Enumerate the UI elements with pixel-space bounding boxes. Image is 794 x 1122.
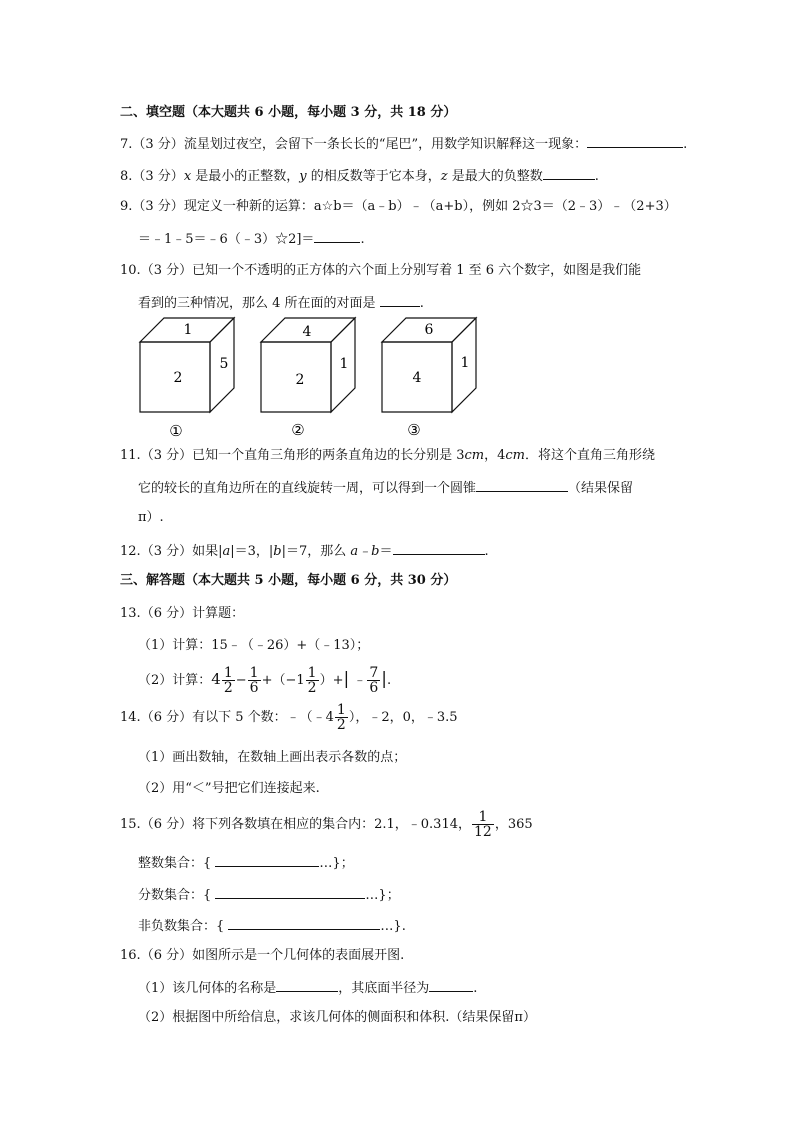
question-10: 10.（3 分）已知一个不透明的正方体的六个面上分别写着 1 至 6 六个数字，如图是我们能 xyxy=(120,263,642,278)
question-13-part2: （2）计算：4 $\frac{1}{2}$ − $\frac{1}{6}$ +（−1 $\frac{1}{2}$ ）+| ﹣ $\frac{7}{6}$ |. xyxy=(138,665,392,696)
answer-blank[interactable] xyxy=(429,977,473,992)
fraction-set: 分数集合：{ …}； xyxy=(138,884,400,906)
question-11: 11.（3 分）已知一个直角三角形的两条直角边的长分别是 3cm，4cm．将这个直角三角形绕 xyxy=(120,448,656,463)
question-7: 7.（3 分）流星划过夜空，会留下一条长长的“尾巴”，用数学知识解释这一现象： . xyxy=(120,133,687,155)
cube-2-top: 4 xyxy=(302,324,312,340)
integer-set: 整数集合：{ …}； xyxy=(138,852,354,874)
fraction: $\frac{1}{2}$ xyxy=(336,702,346,733)
fraction: $\frac{1}{12}$ xyxy=(474,809,492,840)
cube-figures xyxy=(130,312,510,442)
cube-2-side: 1 xyxy=(339,356,349,372)
question-10-line2: 看到的三种情况，那么 4 所在面的对面是 . xyxy=(138,292,424,314)
question-11-line2: 它的较长的直角边所在的直线旋转一周，可以得到一个圆锥 （结果保留 xyxy=(138,477,633,499)
cube-3-top: 6 xyxy=(424,322,434,338)
cube-1-top: 1 xyxy=(183,322,193,338)
cube-2-label: ② xyxy=(291,421,305,439)
cube-3-side: 1 xyxy=(460,355,470,371)
question-9: 9.（3 分）现定义一种新的运算：a☆b＝（a﹣b）﹣（a+b），例如 2☆3＝（2﹣3）﹣（2+3） xyxy=(120,199,677,214)
section-heading-solve: 三、解答题（本大题共 5 小题，每小题 6 分，共 30 分） xyxy=(120,573,457,588)
nonnegative-set: 非负数集合：{ …}. xyxy=(138,915,406,937)
cube-1-side: 5 xyxy=(219,356,229,372)
cube-3 xyxy=(382,318,476,439)
question-14-part2: （2）用“＜”号把它们连接起来. xyxy=(138,781,320,796)
cube-3-front: 4 xyxy=(412,370,422,386)
question-16: 16.（6 分）如图所示是一个几何体的表面展开图. xyxy=(120,948,405,963)
fraction: $\frac{1}{2}$ xyxy=(223,665,233,696)
question-14: 14.（6 分）有以下 5 个数：﹣（﹣4 $\frac{1}{2}$ ），﹣2，0，﹣3.5 xyxy=(120,702,458,733)
question-14-part1: （1）画出数轴，在数轴上画出表示各数的点； xyxy=(138,750,407,765)
question-13-part1: （1）计算：15﹣（﹣26）+（﹣13）； xyxy=(138,638,370,653)
answer-blank[interactable] xyxy=(587,133,683,148)
cube-1 xyxy=(140,318,234,440)
section-heading-fill-in: 二、填空题（本大题共 6 小题，每小题 3 分，共 18 分） xyxy=(120,105,457,120)
question-16-part2: （2）根据图中所给信息，求该几何体的侧面积和体积.（结果保留π） xyxy=(138,1010,536,1025)
question-12: 12.（3 分）如果|a|＝3，|b|＝7，那么 a﹣b＝ . xyxy=(120,540,489,562)
cube-1-front: 2 xyxy=(173,370,183,386)
fraction-set-blank[interactable] xyxy=(215,884,365,899)
cube-3-label: ③ xyxy=(407,421,421,439)
answer-blank[interactable] xyxy=(276,977,338,992)
answer-blank[interactable] xyxy=(314,228,360,243)
answer-blank[interactable] xyxy=(380,292,420,307)
cube-1-label: ① xyxy=(169,422,183,440)
question-13: 13.（6 分）计算题： xyxy=(120,606,245,621)
answer-blank[interactable] xyxy=(543,165,595,180)
fraction: $\frac{1}{2}$ xyxy=(307,665,317,696)
answer-blank[interactable] xyxy=(393,540,485,555)
question-16-part1: （1）该几何体的名称是 ，其底面半径为 . xyxy=(138,977,477,999)
integer-set-blank[interactable] xyxy=(215,852,319,867)
question-9-line2: ＝﹣1﹣5＝﹣6（﹣3）☆2]＝ . xyxy=(138,228,365,250)
question-11-line3: π）. xyxy=(138,510,164,525)
question-15: 15.（6 分）将下列各数填在相应的集合内：2.1，﹣0.314， $\frac{1}{12}$ ，365 xyxy=(120,809,533,840)
cube-2-front: 2 xyxy=(295,372,305,388)
fraction: $\frac{7}{6}$ xyxy=(369,665,379,696)
answer-blank[interactable] xyxy=(476,477,568,492)
question-8: 8.（3 分）x 是最小的正整数，y 的相反数等于它本身，z 是最大的负整数 . xyxy=(120,165,599,187)
fraction: $\frac{1}{6}$ xyxy=(249,665,259,696)
nonnegative-set-blank[interactable] xyxy=(228,915,380,930)
cube-2 xyxy=(261,318,355,439)
